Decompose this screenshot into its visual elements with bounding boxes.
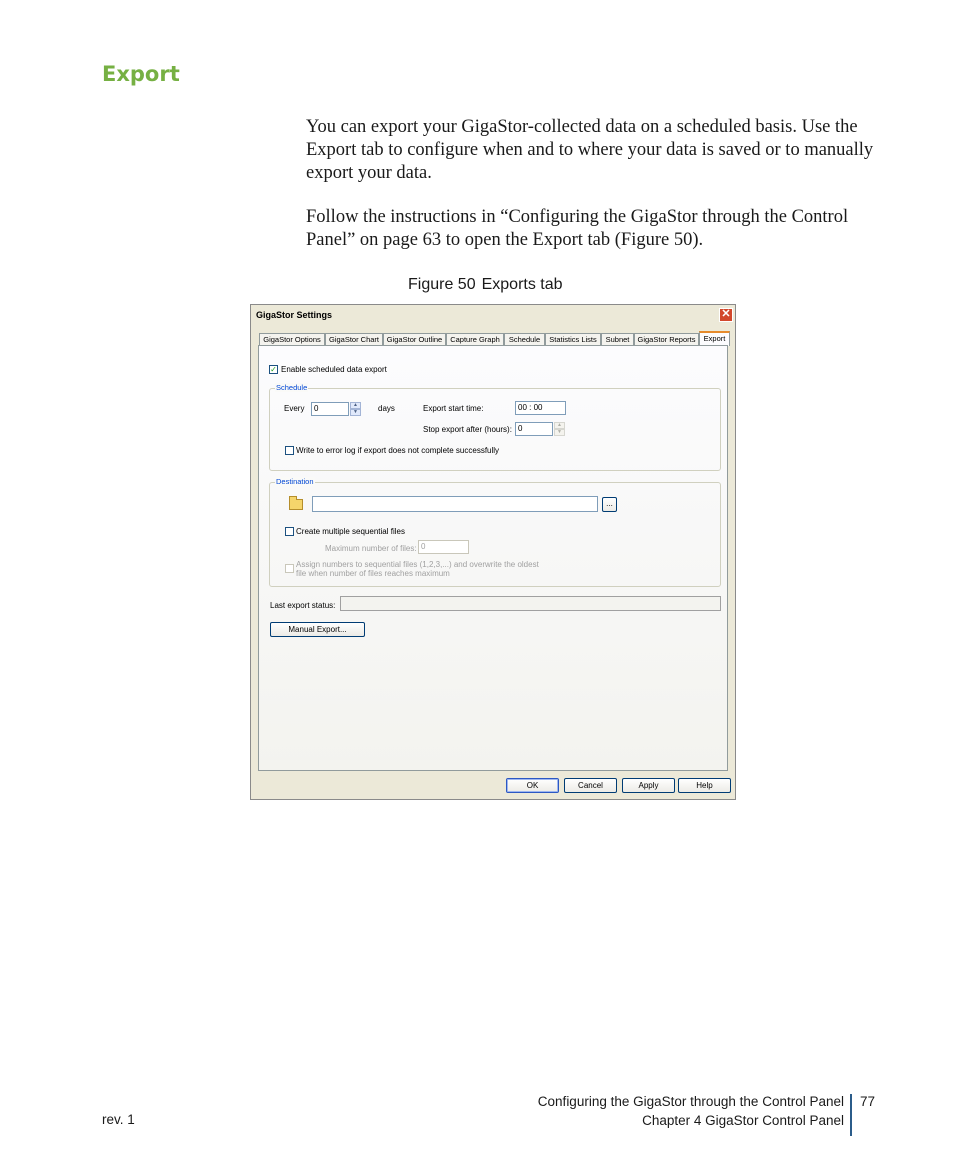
- dialog-titlebar[interactable]: [251, 305, 735, 327]
- page-number: 77: [860, 1094, 876, 1109]
- spin-up-icon[interactable]: ▲: [554, 422, 565, 429]
- max-files-label: Maximum number of files:: [325, 544, 417, 553]
- assign-numbers-checkbox[interactable]: [285, 564, 294, 573]
- spin-down-icon[interactable]: ▼: [350, 409, 361, 416]
- schedule-legend: Schedule: [276, 383, 308, 392]
- destination-path-input[interactable]: [312, 496, 598, 512]
- section-heading: Export: [102, 62, 180, 86]
- dialog-title: GigaStor Settings: [256, 310, 333, 320]
- schedule-group: [269, 383, 721, 471]
- manual-export-button[interactable]: Manual Export...: [270, 622, 365, 637]
- tab-gigastor-chart[interactable]: GigaStor Chart: [325, 333, 383, 345]
- spin-up-icon[interactable]: ▲: [350, 402, 361, 409]
- tab-gigastor-reports[interactable]: GigaStor Reports: [634, 333, 699, 345]
- last-export-status-field: [340, 596, 721, 611]
- stop-export-spinner[interactable]: [554, 422, 565, 436]
- browse-button[interactable]: ...: [602, 497, 617, 512]
- tab-gigastor-outline[interactable]: GigaStor Outline: [383, 333, 446, 345]
- apply-button[interactable]: Apply: [622, 778, 675, 793]
- max-files-input[interactable]: 0: [418, 540, 469, 554]
- stop-export-label: Stop export after (hours):: [423, 425, 512, 434]
- ok-button[interactable]: OK: [506, 778, 559, 793]
- figure-number: Figure 50: [408, 276, 476, 293]
- export-start-time-label: Export start time:: [423, 404, 484, 413]
- tab-capture-graph[interactable]: Capture Graph: [446, 333, 504, 345]
- spin-down-icon[interactable]: ▼: [554, 429, 565, 436]
- every-label: Every: [284, 404, 305, 413]
- footer-section-title: Configuring the GigaStor through the Control Panel: [537, 1094, 844, 1109]
- export-tab-panel: [258, 345, 728, 771]
- tab-subnet[interactable]: Subnet: [601, 333, 634, 345]
- assign-numbers-label-line2: file when number of files reaches maximum: [296, 569, 450, 578]
- figure-title: Exports tab: [481, 276, 563, 293]
- multiple-files-checkbox[interactable]: [285, 527, 294, 536]
- folder-icon: [289, 499, 303, 510]
- close-icon[interactable]: ✕: [719, 308, 733, 322]
- last-export-status-label: Last export status:: [270, 601, 336, 610]
- cancel-button[interactable]: Cancel: [564, 778, 617, 793]
- enable-export-label: Enable scheduled data export: [281, 365, 387, 374]
- footer-chapter-title: Chapter 4 GigaStor Control Panel: [642, 1113, 844, 1128]
- stop-export-hours-input[interactable]: 0: [515, 422, 553, 436]
- error-log-checkbox[interactable]: [285, 446, 294, 455]
- destination-legend: Destination: [276, 477, 314, 486]
- export-start-time-input[interactable]: 00 : 00: [515, 401, 566, 415]
- error-log-label: Write to error log if export does not complete successfully: [296, 446, 500, 455]
- assign-numbers-label: Assign numbers to sequential files (1,2,3,...) and overwrite the oldest: [296, 560, 539, 569]
- footer-divider: [850, 1094, 852, 1136]
- multiple-files-label: Create multiple sequential files: [296, 527, 405, 536]
- every-days-input[interactable]: 0: [311, 402, 349, 416]
- help-button[interactable]: Help: [678, 778, 731, 793]
- every-days-spinner[interactable]: [350, 402, 361, 416]
- tab-gigastor-options[interactable]: GigaStor Options: [259, 333, 325, 345]
- instructions-paragraph: Follow the instructions in “Configuring the GigaStor through the Control Panel” on page 63 to open the Export tab (Figure 50).: [306, 207, 849, 250]
- days-label: days: [378, 404, 395, 413]
- gigastor-settings-dialog: [250, 304, 736, 800]
- intro-paragraph: You can export your GigaStor-collected data on a scheduled basis. Use the Export tab to configure when and to where your data is saved or to manually export your data.: [306, 117, 874, 183]
- revision-label: rev. 1: [102, 1112, 135, 1127]
- tab-schedule[interactable]: Schedule: [504, 333, 545, 345]
- enable-export-checkbox[interactable]: ✓: [270, 365, 277, 374]
- destination-group: [269, 477, 721, 587]
- tab-statistics-lists[interactable]: Statistics Lists: [545, 333, 601, 345]
- figure-caption: [408, 276, 563, 294]
- tab-export[interactable]: Export: [699, 331, 730, 346]
